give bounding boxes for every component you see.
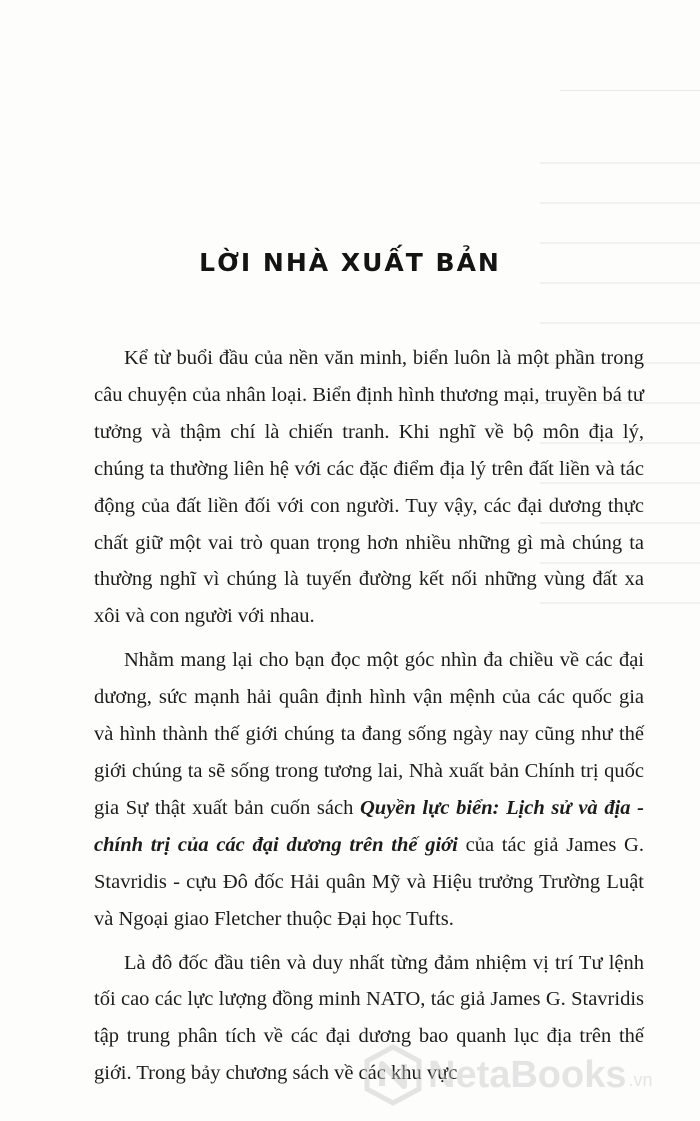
netabooks-logo-icon — [362, 1044, 424, 1106]
book-title: Quyền lực biển: Lịch sử và địa - chính trị của các đại dương trên thế giới — [94, 796, 644, 856]
page-title: LỜI NHÀ XUẤT BẢN — [199, 248, 501, 277]
paragraph-2-after: của tác giả James G. Stavridis - cựu Đô đốc Hải quân Mỹ và Hiệu trưởng Trường Luật và Ngoại giao Fletcher thuộc Đại học Tufts. — [94, 833, 644, 930]
paragraph-3: Là đô đốc đầu tiên và duy nhất từng đảm nhiệm vị trí Tư lệnh tối cao các lực lượng đồng minh NATO, tác giả James G. Stavridis tập trung phân tích về các đại dương bao quanh lục địa trên thế giới. Trong bảy chương sách về các khu vực — [94, 951, 644, 1085]
paragraph-2 — [94, 642, 644, 937]
watermark-suffix: .vn — [628, 1069, 653, 1090]
watermark — [362, 1040, 692, 1110]
paragraph-1: Kể từ buổi đầu của nền văn minh, biển luôn là một phần trong câu chuyện của nhân loại. Biển định hình thương mại, truyền bá tư tưởng và thậm chí là chiến tranh. Khi nghĩ về bộ môn địa lý, chúng ta thường liên hệ với các đặc điểm địa lý trên đất liền và tác động của đất liền đối với con người. Tuy vậy, các đại dương thực chất giữ một vai trò quan trọng hơn nhiều những gì mà chúng ta thường nghĩ vì chúng là tuyến đường kết nối những vùng đất xa xôi và con người với nhau. — [94, 347, 644, 628]
bleed-through-header — [560, 90, 700, 105]
watermark-text: NetaBooks — [428, 1053, 627, 1096]
body-text — [94, 340, 644, 1092]
paragraph-2-before: Nhằm mang lại cho bạn đọc một góc nhìn đa chiều về các đại dương, sức mạnh hải quân định hình vận mệnh của các quốc gia và hình thành thế giới chúng ta đang sống ngày nay cũng như thế giới chúng ta sẽ sống trong tương lai, Nhà xuất bản Chính trị quốc gia Sự thật xuất bản cuốn sách — [94, 649, 644, 819]
